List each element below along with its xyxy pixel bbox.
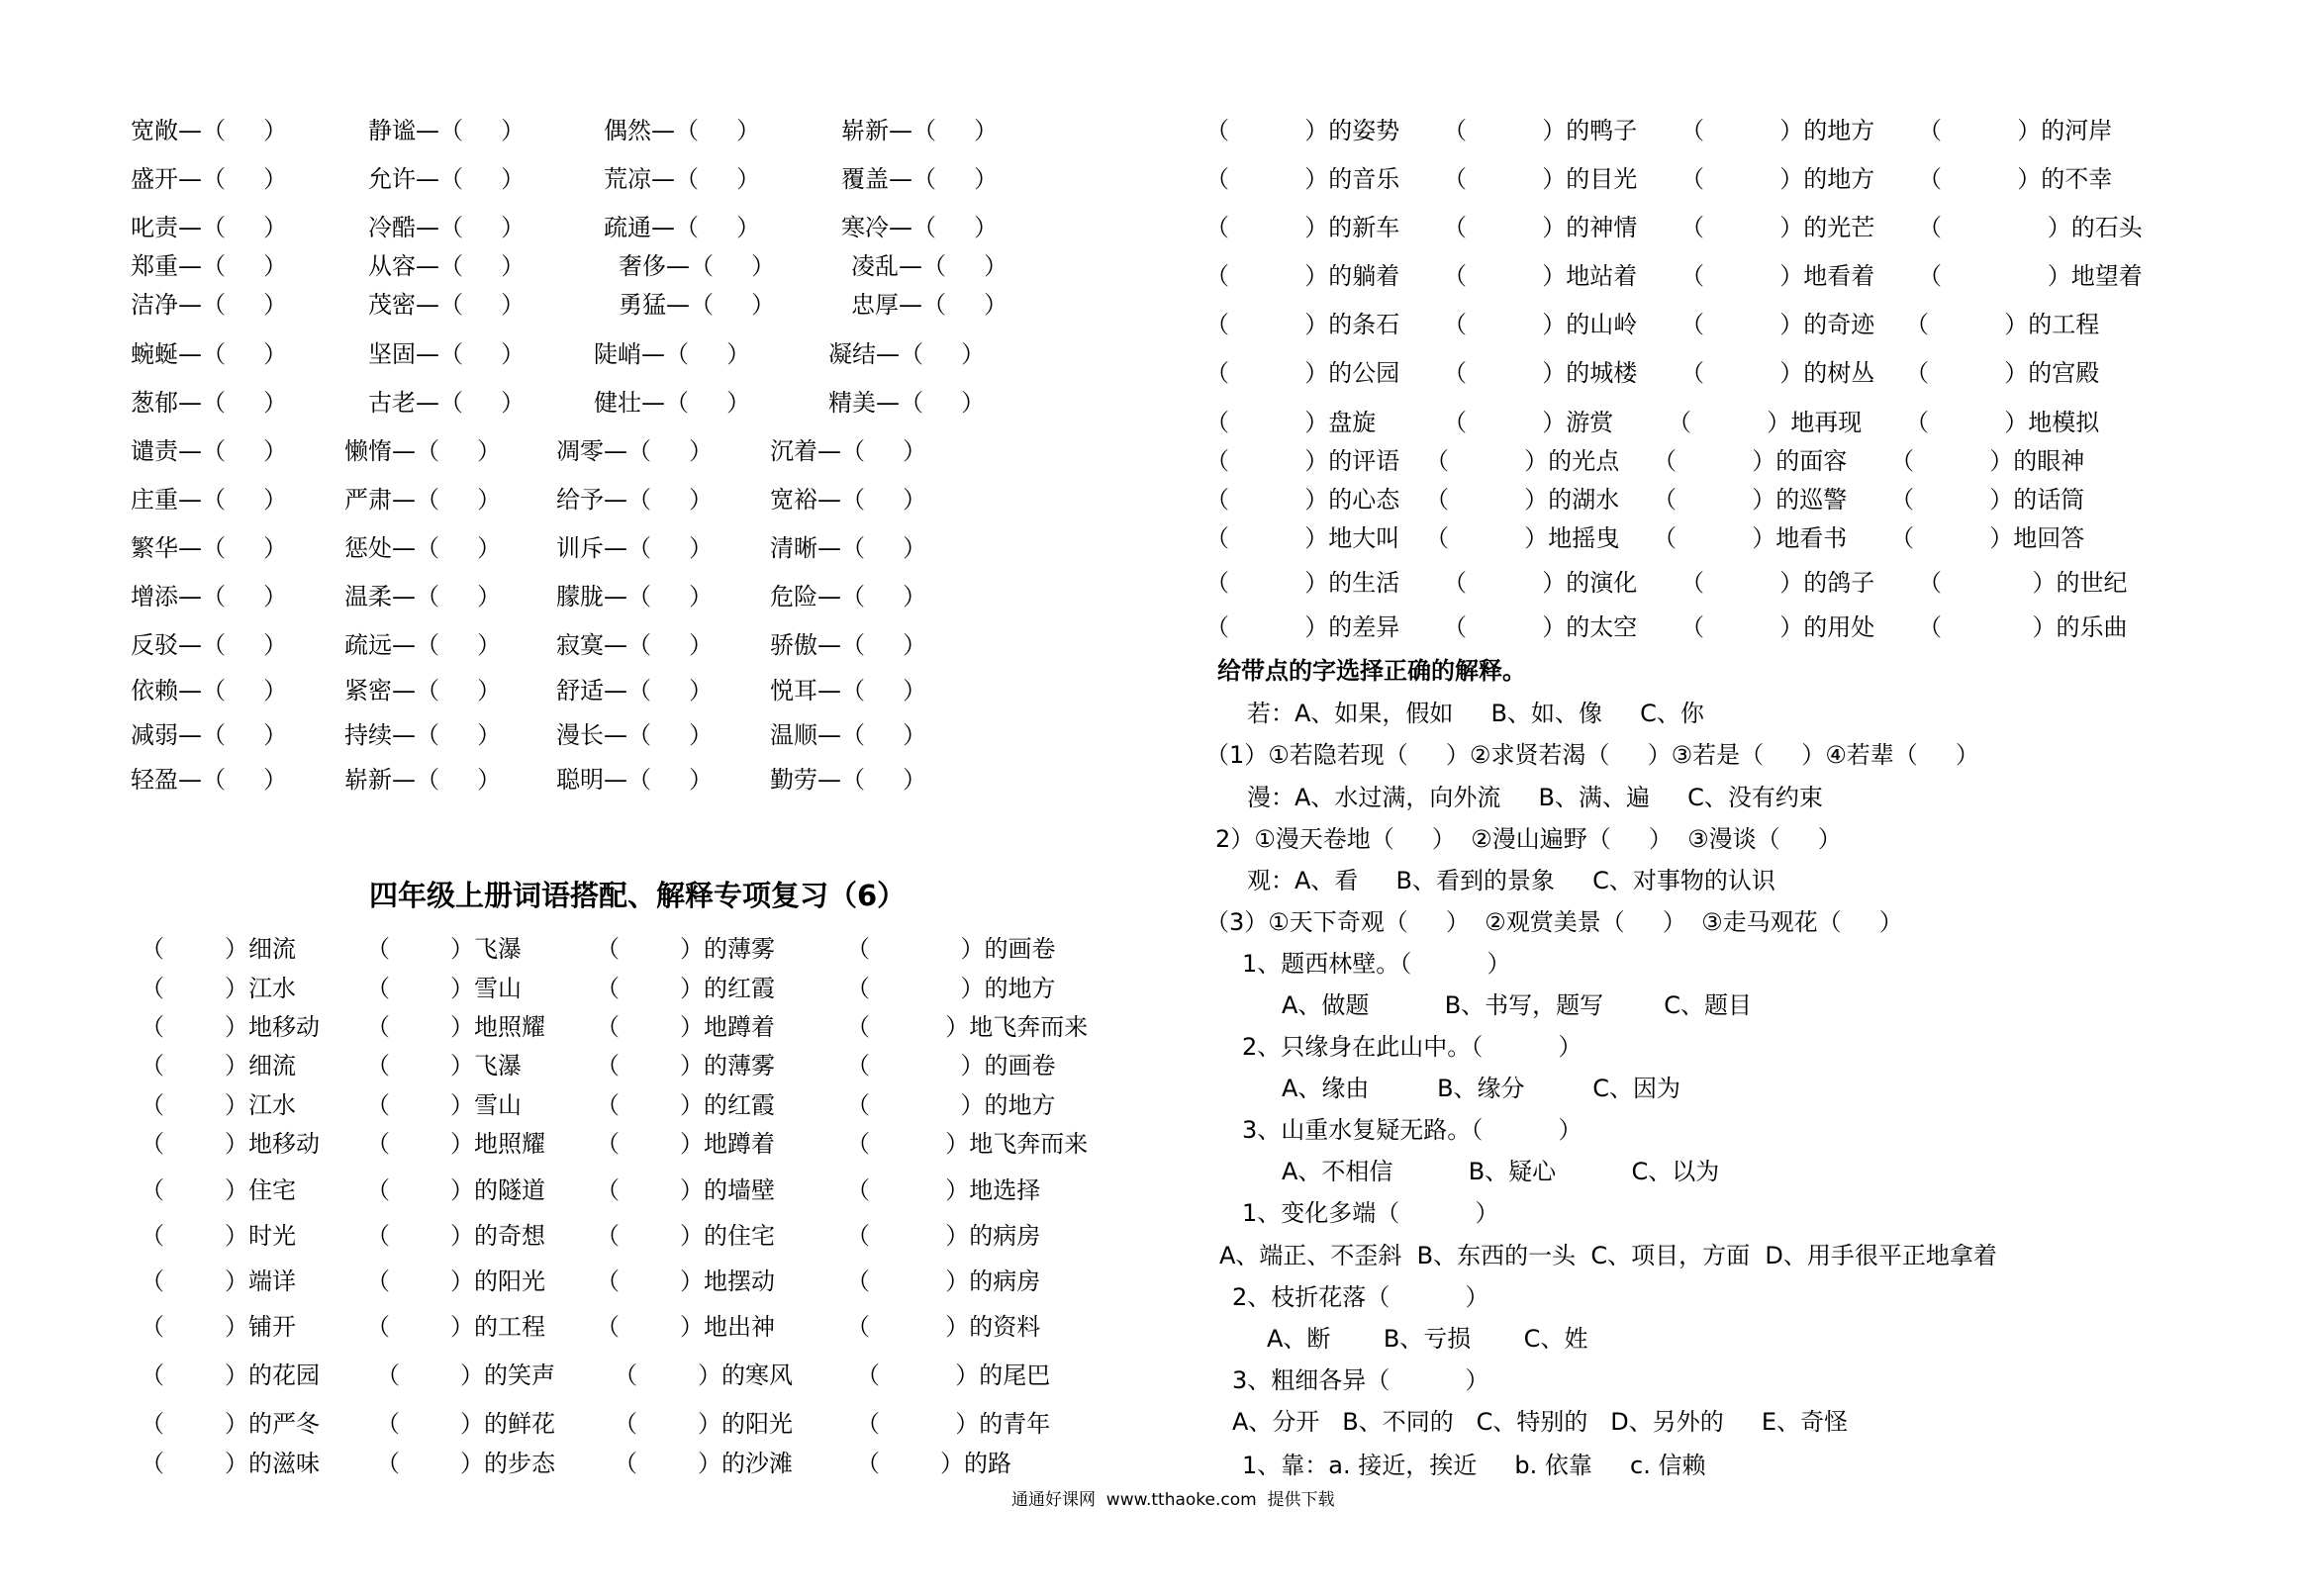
phrase-item: （ ）飞瀑 <box>366 1052 523 1080</box>
phrase-item: （ ）地站着 <box>1443 262 1638 290</box>
synonym-item: 疏通—（ ） <box>604 214 761 241</box>
synonym-item: 从容—（ ） <box>368 252 526 280</box>
synonym-item: 忠厚—（ ） <box>851 291 1008 319</box>
phrase-item: （ ）的神情 <box>1443 214 1638 241</box>
phrase-item: （ ）的新车 <box>1205 214 1400 241</box>
synonym-item: 严肃—（ ） <box>344 486 502 514</box>
synonym-item: 危险—（ ） <box>770 583 927 610</box>
phrase-item: （ ）的红霞 <box>596 1091 776 1119</box>
explanation-line: 3、山重水复疑无路。（ ） <box>1242 1116 1582 1144</box>
phrase-item: （ ）的路 <box>856 1450 1012 1477</box>
phrase-item: （ ）飞瀑 <box>366 935 523 963</box>
footer-credit: 通通好课网 www.tthaoke.com 提供下载 <box>1011 1490 1335 1510</box>
phrase-item: （ ）的光芒 <box>1680 214 1875 241</box>
synonym-item: 悦耳—（ ） <box>770 677 927 704</box>
phrase-item: （ ）地出神 <box>596 1313 776 1341</box>
phrase-item: （ ）的河岸 <box>1918 117 2113 144</box>
synonym-item: 勤劳—（ ） <box>770 766 927 794</box>
phrase-item: （ ）地飞奔而来 <box>846 1013 1089 1041</box>
phrase-item: （ ）的条石 <box>1205 311 1400 338</box>
phrase-item: （ ）的公园 <box>1205 359 1400 387</box>
phrase-item: （ ）的青年 <box>856 1410 1051 1438</box>
phrase-item: （ ）地模拟 <box>1905 409 2100 436</box>
synonym-item: 温柔—（ ） <box>344 583 502 610</box>
phrase-item: （ ）时光 <box>141 1222 297 1250</box>
phrase-item: （ ）的红霞 <box>596 975 776 1002</box>
phrase-item: （ ）的奇想 <box>366 1222 546 1250</box>
phrase-item: （ ）细流 <box>141 1052 297 1080</box>
synonym-item: 谴责—（ ） <box>131 437 288 465</box>
synonym-item: 持续—（ ） <box>344 721 502 749</box>
phrase-item: （ ）的乐曲 <box>1918 613 2128 641</box>
phrase-item: （ ）的眼神 <box>1890 447 2085 475</box>
synonym-item: 坚固—（ ） <box>368 340 526 368</box>
phrase-item: （ ）的山岭 <box>1443 311 1638 338</box>
phrase-item: （ ）雪山 <box>366 1091 523 1119</box>
synonym-item: 轻盈—（ ） <box>131 766 288 794</box>
phrase-item: （ ）江水 <box>141 975 297 1002</box>
synonym-item: 增添—（ ） <box>131 583 288 610</box>
phrase-item: （ ）铺开 <box>141 1313 297 1341</box>
explanation-line: 若：A、如果，假如 B、如、像 C、你 <box>1247 700 1704 727</box>
phrase-item: （ ）地摆动 <box>596 1267 776 1295</box>
explanation-line: 1、题西林壁。（ ） <box>1242 950 1511 978</box>
phrase-item: （ ）的演化 <box>1443 569 1638 597</box>
phrase-item: （ ）的话筒 <box>1890 486 2085 514</box>
phrase-item: （ ）的画卷 <box>846 935 1056 963</box>
synonym-item: 崭新—（ ） <box>841 117 999 144</box>
phrase-item: （ ）的阳光 <box>614 1410 794 1438</box>
phrase-item: （ ）的躺着 <box>1205 262 1400 290</box>
phrase-item: （ ）的鲜花 <box>376 1410 556 1438</box>
phrase-item: （ ）的尾巴 <box>856 1361 1051 1389</box>
phrase-item: （ ）的地方 <box>846 1091 1056 1119</box>
synonym-item: 覆盖—（ ） <box>841 165 999 193</box>
phrase-item: （ ）的笑声 <box>376 1361 556 1389</box>
synonym-item: 惩处—（ ） <box>344 534 502 562</box>
phrase-item: （ ）的奇迹 <box>1680 311 1875 338</box>
phrase-item: （ ）的沙滩 <box>614 1450 794 1477</box>
phrase-item: （ ）地看着 <box>1680 262 1875 290</box>
explanation-line: A、断 B、亏损 C、姓 <box>1267 1325 1588 1353</box>
phrase-item: （ ）的宫殿 <box>1905 359 2100 387</box>
synonym-item: 清晰—（ ） <box>770 534 927 562</box>
synonym-item: 宽敞—（ ） <box>131 117 288 144</box>
synonym-item: 郑重—（ ） <box>131 252 288 280</box>
phrase-item: （ ）的光点 <box>1425 447 1620 475</box>
page-title: 四年级上册词语搭配、解释专项复习（6） <box>369 879 907 912</box>
phrase-item: （ ）的差异 <box>1205 613 1400 641</box>
phrase-item: （ ）的生活 <box>1205 569 1400 597</box>
phrase-item: （ ）的地方 <box>1680 117 1875 144</box>
synonym-item: 聪明—（ ） <box>556 766 714 794</box>
phrase-item: （ ）地大叫 <box>1205 524 1400 552</box>
synonym-item: 寒冷—（ ） <box>841 214 999 241</box>
phrase-item: （ ）的石头 <box>1918 214 2143 241</box>
phrase-item: （ ）的鸽子 <box>1680 569 1875 597</box>
phrase-item: （ ）地飞奔而来 <box>846 1130 1089 1158</box>
phrase-item: （ ）地再现 <box>1668 409 1863 436</box>
explanation-line: A、缘由 B、缘分 C、因为 <box>1282 1075 1680 1102</box>
synonym-item: 漫长—（ ） <box>556 721 714 749</box>
phrase-item: （ ）住宅 <box>141 1176 297 1204</box>
phrase-item: （ ）地摇曳 <box>1425 524 1620 552</box>
explanation-line: （1）①若隐若现（ ）②求贤若渴（ ）③若是（ ）④若辈（ ） <box>1205 741 1979 769</box>
synonym-item: 减弱—（ ） <box>131 721 288 749</box>
explanation-line: 1、变化多端（ ） <box>1242 1199 1499 1227</box>
synonym-item: 凌乱—（ ） <box>851 252 1008 280</box>
phrase-item: （ ）的评语 <box>1205 447 1400 475</box>
phrase-item: （ ）的病房 <box>846 1222 1041 1250</box>
phrase-item: （ ）雪山 <box>366 975 523 1002</box>
explanation-line: A、不相信 B、疑心 C、以为 <box>1282 1158 1720 1185</box>
phrase-item: （ ）的不幸 <box>1918 165 2113 193</box>
explanation-line: 2、枝折花落（ ） <box>1232 1283 1489 1311</box>
synonym-item: 精美—（ ） <box>828 389 986 417</box>
phrase-item: （ ）的滋味 <box>141 1450 321 1477</box>
phrase-item: （ ）的用处 <box>1680 613 1875 641</box>
phrase-item: （ ）的薄雾 <box>596 935 776 963</box>
synonym-item: 古老—（ ） <box>368 389 526 417</box>
synonym-item: 凋零—（ ） <box>556 437 714 465</box>
phrase-item: （ ）地移动 <box>141 1130 321 1158</box>
phrase-item: （ ）的面容 <box>1653 447 1848 475</box>
synonym-item: 叱责—（ ） <box>131 214 288 241</box>
phrase-item: （ ）的城楼 <box>1443 359 1638 387</box>
synonym-item: 凝结—（ ） <box>828 340 986 368</box>
synonym-item: 庄重—（ ） <box>131 486 288 514</box>
synonym-item: 朦胧—（ ） <box>556 583 714 610</box>
synonym-item: 崭新—（ ） <box>344 766 502 794</box>
explanation-line: A、做题 B、书写，题写 C、题目 <box>1282 991 1752 1019</box>
synonym-item: 训斥—（ ） <box>556 534 714 562</box>
phrase-item: （ ）端详 <box>141 1267 297 1295</box>
phrase-item: （ ）的太空 <box>1443 613 1638 641</box>
synonym-item: 盛开—（ ） <box>131 165 288 193</box>
phrase-item: （ ）的病房 <box>846 1267 1041 1295</box>
phrase-item: （ ）的严冬 <box>141 1410 321 1438</box>
phrase-item: （ ）的隧道 <box>366 1176 546 1204</box>
synonym-item: 反驳—（ ） <box>131 631 288 659</box>
phrase-item: （ ）地蹲着 <box>596 1013 776 1041</box>
phrase-item: （ ）的树丛 <box>1680 359 1875 387</box>
phrase-item: （ ）的资料 <box>846 1313 1041 1341</box>
phrase-item: （ ）地看书 <box>1653 524 1848 552</box>
explanation-line: 2）①漫天卷地（ ） ②漫山遍野（ ） ③漫谈（ ） <box>1215 825 1842 853</box>
synonym-item: 荒凉—（ ） <box>604 165 761 193</box>
phrase-item: （ ）的薄雾 <box>596 1052 776 1080</box>
phrase-item: （ ）地移动 <box>141 1013 321 1041</box>
phrase-item: （ ）的工程 <box>366 1313 546 1341</box>
explanation-line: 漫：A、水过满，向外流 B、满、遍 C、没有约束 <box>1247 784 1823 811</box>
phrase-item: （ ）的墙壁 <box>596 1176 776 1204</box>
synonym-item: 茂密—（ ） <box>368 291 526 319</box>
synonym-item: 健壮—（ ） <box>594 389 751 417</box>
synonym-item: 蜿蜒—（ ） <box>131 340 288 368</box>
phrase-item: （ ）的地方 <box>1680 165 1875 193</box>
phrase-item: （ ）地选择 <box>846 1176 1041 1204</box>
section-heading: 给带点的字选择正确的解释。 <box>1217 657 1526 685</box>
phrase-item: （ ）的步态 <box>376 1450 556 1477</box>
phrase-item: （ ）的地方 <box>846 975 1056 1002</box>
phrase-item: （ ）地照耀 <box>366 1013 546 1041</box>
phrase-item: （ ）的工程 <box>1905 311 2100 338</box>
phrase-item: （ ）地蹲着 <box>596 1130 776 1158</box>
phrase-item: （ ）的住宅 <box>596 1222 776 1250</box>
synonym-item: 温顺—（ ） <box>770 721 927 749</box>
phrase-item: （ ）地照耀 <box>366 1130 546 1158</box>
explanation-line: A、分开 B、不同的 C、特别的 D、另外的 E、奇怪 <box>1232 1408 1849 1436</box>
phrase-item: （ ）的画卷 <box>846 1052 1056 1080</box>
synonym-item: 陡峭—（ ） <box>594 340 751 368</box>
synonym-item: 寂寞—（ ） <box>556 631 714 659</box>
phrase-item: （ ）的巡警 <box>1653 486 1848 514</box>
synonym-item: 偶然—（ ） <box>604 117 761 144</box>
explanation-line: 2、只缘身在此山中。（ ） <box>1242 1033 1582 1061</box>
explanation-line: 观：A、看 B、看到的景象 C、对事物的认识 <box>1247 867 1775 894</box>
synonym-item: 骄傲—（ ） <box>770 631 927 659</box>
phrase-item: （ ）的心态 <box>1205 486 1400 514</box>
synonym-item: 依赖—（ ） <box>131 677 288 704</box>
phrase-item: （ ）的鸭子 <box>1443 117 1638 144</box>
explanation-line: 1、靠：a. 接近，挨近 b. 依靠 c. 信赖 <box>1242 1452 1706 1479</box>
synonym-item: 疏远—（ ） <box>344 631 502 659</box>
synonym-item: 奢侈—（ ） <box>619 252 776 280</box>
explanation-line: A、端正、不歪斜 B、东西的一头 C、项目，方面 D、用手很平正地拿着 <box>1219 1242 1997 1269</box>
synonym-item: 给予—（ ） <box>556 486 714 514</box>
synonym-item: 紧密—（ ） <box>344 677 502 704</box>
synonym-item: 勇猛—（ ） <box>619 291 776 319</box>
phrase-item: （ ）的目光 <box>1443 165 1638 193</box>
synonym-item: 懒惰—（ ） <box>344 437 502 465</box>
synonym-item: 宽裕—（ ） <box>770 486 927 514</box>
synonym-item: 冷酷—（ ） <box>368 214 526 241</box>
synonym-item: 舒适—（ ） <box>556 677 714 704</box>
phrase-item: （ ）的阳光 <box>366 1267 546 1295</box>
phrase-item: （ ）的姿势 <box>1205 117 1400 144</box>
phrase-item: （ ）的湖水 <box>1425 486 1620 514</box>
phrase-item: （ ）的寒风 <box>614 1361 794 1389</box>
phrase-item: （ ）江水 <box>141 1091 297 1119</box>
explanation-line: 3、粗细各异（ ） <box>1232 1366 1489 1394</box>
synonym-item: 繁华—（ ） <box>131 534 288 562</box>
synonym-item: 葱郁—（ ） <box>131 389 288 417</box>
phrase-item: （ ）盘旋 <box>1205 409 1377 436</box>
synonym-item: 洁净—（ ） <box>131 291 288 319</box>
synonym-item: 沉着—（ ） <box>770 437 927 465</box>
synonym-item: 允许—（ ） <box>368 165 526 193</box>
explanation-line: （3）①天下奇观（ ） ②观赏美景（ ） ③走马观花（ ） <box>1205 908 1903 936</box>
phrase-item: （ ）地望着 <box>1918 262 2143 290</box>
phrase-item: （ ）地回答 <box>1890 524 2085 552</box>
phrase-item: （ ）的世纪 <box>1918 569 2128 597</box>
phrase-item: （ ）游赏 <box>1443 409 1614 436</box>
phrase-item: （ ）的音乐 <box>1205 165 1400 193</box>
synonym-item: 静谧—（ ） <box>368 117 526 144</box>
phrase-item: （ ）的花园 <box>141 1361 321 1389</box>
phrase-item: （ ）细流 <box>141 935 297 963</box>
